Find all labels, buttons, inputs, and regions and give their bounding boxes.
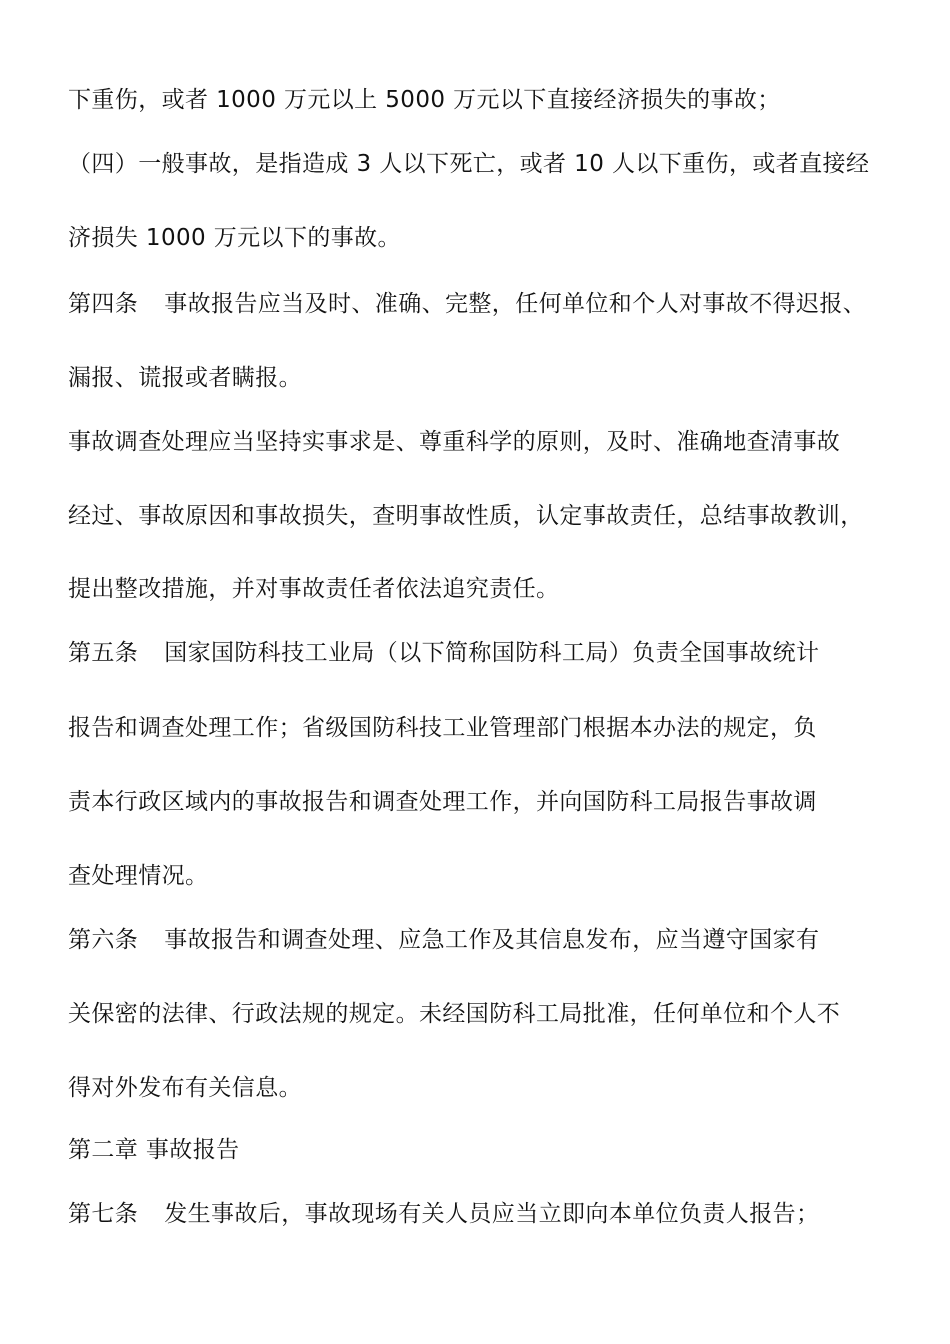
article-label: 第四条 bbox=[68, 291, 139, 317]
text-line bbox=[68, 500, 864, 532]
line-text: 得对外发布有关信息。 bbox=[68, 1075, 302, 1101]
line-text: 下重伤，或者 1000 万元以上 5000 万元以下直接经济损失的事故； bbox=[68, 87, 781, 113]
article-label: 第五条 bbox=[68, 640, 139, 666]
line-text: 漏报、谎报或者瞒报。 bbox=[68, 365, 302, 391]
article-label: 第六条 bbox=[68, 927, 139, 953]
article-6-line bbox=[68, 924, 819, 956]
text-line bbox=[68, 1072, 302, 1104]
line-text: 报告和调查处理工作；省级国防科技工业管理部门根据本办法的规定，负 bbox=[68, 715, 817, 741]
line-text: 第二章 事故报告 bbox=[68, 1137, 240, 1163]
line-text: 发生事故后，事故现场有关人员应当立即向本单位负责人报告； bbox=[164, 1201, 820, 1227]
text-line bbox=[68, 148, 869, 180]
line-text: 事故报告和调查处理、应急工作及其信息发布，应当遵守国家有 bbox=[164, 927, 820, 953]
line-text: 关保密的法律、行政法规的规定。未经国防科工局批准，任何单位和个人不 bbox=[68, 1001, 841, 1027]
text-line bbox=[68, 362, 302, 394]
line-text: 济损失 1000 万元以下的事故。 bbox=[68, 225, 401, 251]
article-7-line bbox=[68, 1198, 819, 1230]
line-text: 经过、事故原因和事故损失，查明事故性质，认定事故责任，总结事故教训， bbox=[68, 503, 864, 529]
line-text: 提出整改措施，并对事故责任者依法追究责任。 bbox=[68, 576, 560, 602]
line-text: 国家国防科技工业局（以下简称国防科工局）负责全国事故统计 bbox=[164, 640, 820, 666]
text-line bbox=[68, 712, 817, 744]
text-line bbox=[68, 998, 840, 1030]
text-line bbox=[68, 84, 781, 116]
text-line bbox=[68, 860, 208, 892]
line-text: 事故报告应当及时、准确、完整，任何单位和个人对事故不得迟报、 bbox=[164, 291, 867, 317]
text-line bbox=[68, 222, 401, 254]
line-text: 查处理情况。 bbox=[68, 863, 209, 889]
line-text: 责本行政区域内的事故报告和调查处理工作，并向国防科工局报告事故调 bbox=[68, 789, 817, 815]
line-text: （四）一般事故，是指造成 3 人以下死亡，或者 10 人以下重伤，或者直接经 bbox=[68, 151, 870, 177]
article-5-line bbox=[68, 637, 819, 669]
article-4-line bbox=[68, 288, 866, 320]
text-line bbox=[68, 573, 559, 605]
line-text: 事故调查处理应当坚持实事求是、尊重科学的原则，及时、准确地查清事故 bbox=[68, 429, 841, 455]
text-line bbox=[68, 786, 817, 818]
chapter-heading bbox=[68, 1134, 240, 1166]
article-label: 第七条 bbox=[68, 1201, 139, 1227]
text-line bbox=[68, 426, 840, 458]
